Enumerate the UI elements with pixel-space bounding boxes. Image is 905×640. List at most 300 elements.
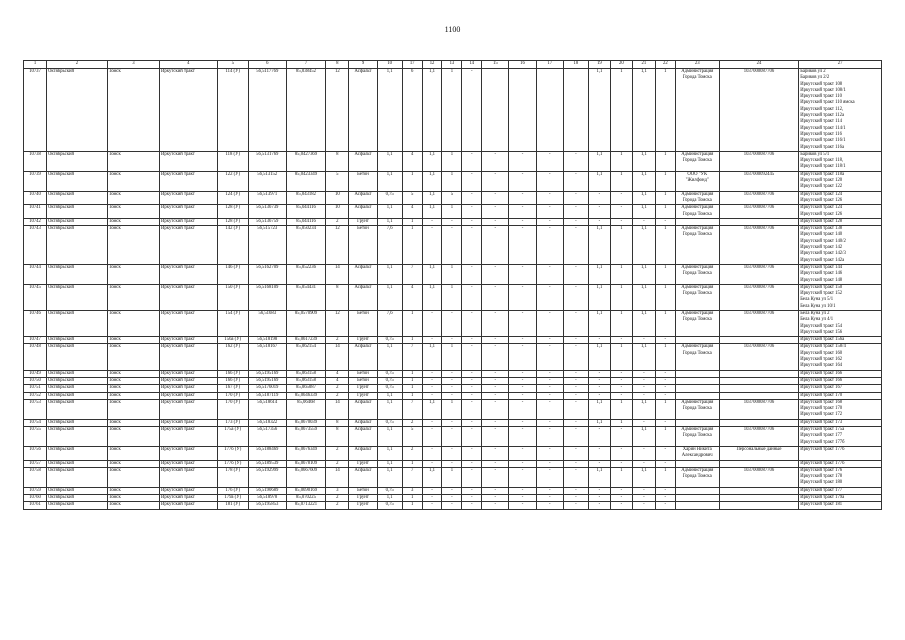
table-cell: 14: [326, 467, 349, 487]
table-cell: 56,518978: [248, 495, 286, 502]
table-cell: -: [462, 427, 482, 447]
table-cell: 1,1: [377, 467, 402, 487]
table-cell: -: [563, 218, 588, 225]
table-cell: -: [632, 392, 655, 399]
table-cell: -: [610, 218, 632, 225]
table-cell: 10739: [24, 171, 47, 191]
table-cell: 1,1: [377, 284, 402, 310]
table-cell: 85,063158: [286, 377, 326, 384]
column-header: 3: [107, 61, 159, 69]
table-cell: Иркутский тракт: [160, 460, 218, 467]
table-cell: -: [536, 487, 563, 494]
served-address: Иркутский тракт 166: [800, 370, 843, 376]
table-cell: 1: [402, 218, 422, 225]
table-cell: 56,518167: [248, 344, 286, 370]
table-cell: 56,5117769: [248, 69, 286, 152]
table-cell: Томск: [107, 151, 159, 171]
served-address: Иркутский тракт 181: [800, 502, 843, 508]
table-cell: 1: [610, 151, 632, 171]
register-sheet: [23, 60, 882, 510]
table-cell: Томск: [107, 344, 159, 370]
table-cell: 4: [402, 151, 422, 171]
table-cell: -: [462, 69, 482, 152]
table-cell: 85,062154: [286, 344, 326, 370]
served-address: Бариков ул 5/1: [800, 151, 830, 157]
table-cell: 85,0423349: [286, 171, 326, 191]
table-cell: -: [632, 502, 655, 509]
served-address: Иркутский тракт 112а: [800, 113, 845, 119]
table-cell: -: [462, 392, 482, 399]
table-cell: Томск: [107, 284, 159, 310]
table-cell: [719, 337, 799, 344]
table-cell: 1,1: [422, 264, 442, 284]
table-cell: [719, 377, 799, 384]
table-cell: -: [563, 370, 588, 377]
table-cell: -: [509, 487, 536, 494]
table-cell: 1,1: [632, 310, 655, 336]
table-cell: Иркутский тракт: [160, 337, 218, 344]
table-cell: 1,1: [377, 427, 402, 447]
table-cell: Администрация Города Томска: [675, 344, 719, 370]
table-cell: 1,1: [422, 399, 442, 419]
table-cell: -: [536, 218, 563, 225]
table-cell: Грунт: [349, 337, 377, 344]
table-cell: -: [632, 487, 655, 494]
table-cell: 1,1: [632, 171, 655, 191]
table-cell: 6: [402, 69, 422, 152]
served-address: Иркутский тракт 108/1: [800, 87, 846, 93]
served-address: Иркутский тракт 108: [800, 81, 843, 87]
table-cell: -: [509, 344, 536, 370]
table-row: [24, 226, 882, 265]
table-cell: 1: [610, 344, 632, 370]
served-addresses-cell: [799, 377, 882, 384]
table-cell: -: [536, 399, 563, 419]
table-cell: 10740: [24, 191, 47, 205]
page-number: 1100: [444, 25, 461, 34]
table-cell: 1,1: [377, 344, 402, 370]
table-cell: 1,1: [588, 69, 610, 152]
table-cell: Томск: [107, 171, 159, 191]
table-cell: -: [563, 419, 588, 426]
column-header: 22: [655, 61, 675, 69]
table-cell: Октябрьский: [47, 337, 108, 344]
table-cell: [719, 502, 799, 509]
table-cell: 166 (У): [217, 370, 248, 377]
table-cell: 85,043182: [286, 191, 326, 205]
table-cell: -: [588, 427, 610, 447]
table-cell: 1,1: [422, 467, 442, 487]
column-header: 21: [632, 61, 655, 69]
table-cell: Октябрьский: [47, 385, 108, 392]
table-cell: -: [482, 495, 509, 502]
table-cell: 1037000087706: [719, 399, 799, 419]
table-cell: 56,5195853: [248, 502, 286, 509]
served-addresses-cell: [799, 264, 882, 284]
table-cell: -: [610, 392, 632, 399]
table-row: [24, 151, 882, 171]
table-cell: 0,75: [377, 191, 402, 205]
table-cell: 85,070225: [286, 495, 326, 502]
table-cell: 179а (У): [217, 495, 248, 502]
table-cell: 1,1: [632, 151, 655, 171]
table-cell: -: [509, 446, 536, 460]
table-cell: -: [482, 337, 509, 344]
served-addresses-cell: [799, 226, 882, 265]
table-cell: -: [588, 218, 610, 225]
table-cell: -: [509, 205, 536, 219]
table-row: [24, 495, 882, 502]
table-cell: 1,1: [377, 218, 402, 225]
table-cell: 56,5162709: [248, 264, 286, 284]
table-cell: -: [588, 460, 610, 467]
table-cell: 154 (У): [217, 310, 248, 336]
table-cell: 14: [326, 264, 349, 284]
served-address: Иркутский тракт 126: [800, 197, 843, 203]
table-cell: 10745: [24, 284, 47, 310]
table-cell: -: [422, 487, 442, 494]
table-cell: -: [563, 337, 588, 344]
table-cell: 1037000087706: [719, 284, 799, 310]
table-cell: -: [422, 460, 442, 467]
table-cell: 1,1: [588, 344, 610, 370]
column-header: 5: [217, 61, 248, 69]
served-addresses-cell: [799, 205, 882, 219]
served-address: Иркутский тракт 172: [800, 412, 843, 418]
table-cell: [675, 487, 719, 494]
table-cell: 8: [326, 419, 349, 426]
table-cell: Томск: [107, 460, 159, 467]
served-address: Иркутский тракт 146: [800, 271, 843, 277]
served-address: Иркутский тракт 148: [800, 277, 843, 283]
table-cell: [719, 385, 799, 392]
table-cell: Бетон: [349, 370, 377, 377]
table-cell: -: [632, 446, 655, 460]
table-cell: 0,75: [377, 487, 402, 494]
table-cell: Томск: [107, 487, 159, 494]
table-cell: 4: [326, 370, 349, 377]
table-cell: Иркутский тракт: [160, 151, 218, 171]
table-cell: 85,063158: [286, 370, 326, 377]
table-row: [24, 344, 882, 370]
table-cell: 85,06468: [286, 399, 326, 419]
served-address: Иркутский тракт 177б: [800, 460, 845, 466]
table-cell: 10754: [24, 419, 47, 426]
table-cell: 56,5136739: [248, 205, 286, 219]
served-address: Иркутский тракт 120: [800, 178, 843, 184]
served-address: Бела Куна ул 5/1: [800, 297, 834, 303]
table-cell: -: [610, 460, 632, 467]
table-cell: -: [482, 205, 509, 219]
table-cell: Грунт: [349, 218, 377, 225]
table-cell: -: [482, 487, 509, 494]
table-cell: Грунт: [349, 385, 377, 392]
table-cell: 1,1: [377, 392, 402, 399]
table-cell: 1037000087706: [719, 191, 799, 205]
table-cell: -: [442, 487, 462, 494]
table-cell: Администрация Города Томска: [675, 264, 719, 284]
table-cell: 1: [442, 171, 462, 191]
served-addresses-cell: [799, 69, 882, 152]
table-cell: Октябрьский: [47, 370, 108, 377]
table-cell: Иркутский тракт: [160, 264, 218, 284]
served-address: Иркутский тракт 162: [800, 357, 843, 363]
table-cell: 1,1: [377, 69, 402, 152]
table-cell: Иркутский тракт: [160, 284, 218, 310]
table-cell: -: [588, 385, 610, 392]
table-cell: 10749: [24, 370, 47, 377]
table-cell: -: [422, 310, 442, 336]
served-address: Иркутский тракт 156а: [800, 337, 845, 343]
table-cell: 4: [326, 377, 349, 384]
served-addresses-cell: [799, 495, 882, 502]
table-cell: 4: [402, 284, 422, 310]
served-address: Иркутский тракт 177: [800, 433, 843, 439]
table-cell: Томск: [107, 264, 159, 284]
table-cell: -: [462, 467, 482, 487]
table-cell: 8: [326, 284, 349, 310]
table-cell: 1,1: [588, 399, 610, 419]
table-row: [24, 399, 882, 419]
column-header: 8: [326, 61, 349, 69]
table-cell: -: [655, 385, 675, 392]
table-cell: -: [588, 191, 610, 205]
table-cell: -: [536, 226, 563, 265]
table-cell: [675, 419, 719, 426]
table-cell: Октябрьский: [47, 460, 108, 467]
served-address: Иркутский тракт 140/2: [800, 238, 846, 244]
table-cell: -: [563, 205, 588, 219]
table-cell: 3: [326, 487, 349, 494]
table-cell: 85,0570909: [286, 310, 326, 336]
table-cell: 85,0690169: [286, 487, 326, 494]
table-cell: 10: [326, 191, 349, 205]
table-cell: Администрация Города Томска: [675, 191, 719, 205]
table-cell: Иркутский тракт: [160, 370, 218, 377]
table-cell: 56,5195169: [248, 370, 286, 377]
table-cell: Асфальт: [349, 446, 377, 460]
table-row: [24, 284, 882, 310]
table-cell: -: [422, 218, 442, 225]
table-cell: -: [442, 460, 462, 467]
table-cell: 10746: [24, 310, 47, 336]
table-cell: 56,5195169: [248, 377, 286, 384]
table-cell: 1: [402, 502, 422, 509]
table-cell: -: [462, 171, 482, 191]
table-body: [24, 69, 882, 510]
table-cell: 85,044116: [286, 205, 326, 219]
table-cell: -: [563, 344, 588, 370]
table-cell: 178 (У): [217, 467, 248, 487]
served-address: Иркутский тракт 166: [800, 377, 843, 383]
table-cell: 85,0670039: [286, 419, 326, 426]
table-row: [24, 392, 882, 399]
served-address: Иркутский тракт 177б: [800, 446, 845, 452]
table-cell: 1,1: [588, 151, 610, 171]
served-address: Иркутский тракт 170: [800, 392, 843, 398]
served-address: Иркутский тракт 140: [800, 232, 843, 238]
table-cell: 1,1: [632, 467, 655, 487]
table-cell: -: [610, 495, 632, 502]
table-cell: -: [536, 310, 563, 336]
table-cell: 177б (У): [217, 446, 248, 460]
table-cell: 146 (У): [217, 264, 248, 284]
table-cell: 5: [326, 171, 349, 191]
table-cell: 14: [326, 344, 349, 370]
table-cell: 85,0676349: [286, 446, 326, 460]
table-cell: 10757: [24, 460, 47, 467]
table-cell: 85,0673559: [286, 427, 326, 447]
table-cell: -: [462, 310, 482, 336]
table-cell: 1: [610, 399, 632, 419]
table-cell: 10752: [24, 392, 47, 399]
table-cell: -: [462, 370, 482, 377]
table-cell: -: [632, 370, 655, 377]
table-cell: 0,75: [377, 370, 402, 377]
table-cell: -: [588, 337, 610, 344]
table-cell: Асфальт: [349, 467, 377, 487]
table-cell: 1: [655, 399, 675, 419]
table-cell: Октябрьский: [47, 446, 108, 460]
table-cell: Иркутский тракт: [160, 427, 218, 447]
table-cell: 85,054431: [286, 284, 326, 310]
table-cell: Харин Никита Александрович: [675, 446, 719, 460]
table-cell: 166 (У): [217, 377, 248, 384]
table-cell: 0,75: [377, 377, 402, 384]
table-cell: 2: [326, 337, 349, 344]
table-cell: -: [509, 218, 536, 225]
table-cell: -: [422, 226, 442, 265]
table-cell: -: [563, 226, 588, 265]
table-cell: 56,513152: [248, 171, 286, 191]
table-cell: 7: [402, 264, 422, 284]
served-address: Иркутский тракт 110: [800, 94, 842, 100]
table-cell: -: [588, 392, 610, 399]
table-row: [24, 385, 882, 392]
table-cell: -: [462, 264, 482, 284]
served-addresses-cell: [799, 392, 882, 399]
table-cell: 2: [402, 446, 422, 460]
table-cell: -: [462, 446, 482, 460]
table-cell: Томск: [107, 392, 159, 399]
table-cell: Администрация Города Томска: [675, 467, 719, 487]
table-cell: -: [536, 502, 563, 509]
table-cell: -: [632, 460, 655, 467]
table-cell: Октябрьский: [47, 218, 108, 225]
table-cell: -: [509, 264, 536, 284]
table-cell: 10759: [24, 487, 47, 494]
table-cell: [719, 487, 799, 494]
table-cell: 170 (У): [217, 399, 248, 419]
column-header: 12: [422, 61, 442, 69]
table-cell: 1: [655, 310, 675, 336]
table-cell: -: [509, 191, 536, 205]
table-cell: Бетон: [349, 171, 377, 191]
served-address: Иркутский тракт 124: [800, 205, 843, 211]
table-cell: -: [442, 392, 462, 399]
served-address: Иркутский тракт 114/1: [800, 125, 846, 131]
table-cell: -: [462, 502, 482, 509]
table-cell: [675, 337, 719, 344]
table-cell: Иркутский тракт: [160, 392, 218, 399]
table-cell: [675, 218, 719, 225]
table-cell: 85,038452: [286, 69, 326, 152]
table-cell: 1: [655, 191, 675, 205]
table-cell: 1: [655, 344, 675, 370]
header-row: [24, 61, 882, 69]
table-cell: 1037000087706: [719, 69, 799, 152]
table-cell: -: [588, 446, 610, 460]
table-row: [24, 427, 882, 447]
table-cell: 1,1: [377, 151, 402, 171]
served-addresses-cell: [799, 460, 882, 467]
table-cell: Иркутский тракт: [160, 377, 218, 384]
served-address: Иркутский тракт 168: [800, 399, 843, 405]
table-cell: -: [422, 446, 442, 460]
table-cell: -: [422, 392, 442, 399]
table-cell: -: [509, 467, 536, 487]
table-cell: 2: [326, 502, 349, 509]
served-address: Иркутский тракт 118/1: [800, 164, 846, 170]
table-cell: Октябрьский: [47, 495, 108, 502]
table-cell: -: [536, 205, 563, 219]
table-row: [24, 69, 882, 152]
served-address: Иркутский тракт 176: [800, 467, 843, 473]
table-cell: -: [482, 467, 509, 487]
table-cell: -: [462, 385, 482, 392]
table-cell: 1,1: [422, 284, 442, 310]
served-address: Иркутский тракт 152: [800, 291, 843, 297]
table-cell: Иркутский тракт: [160, 69, 218, 152]
table-cell: 0,75: [377, 419, 402, 426]
table-cell: 10738: [24, 151, 47, 171]
table-cell: 10761: [24, 502, 47, 509]
table-cell: [675, 385, 719, 392]
table-cell: Асфальт: [349, 427, 377, 447]
table-cell: -: [563, 191, 588, 205]
column-header: 20: [610, 61, 632, 69]
table-cell: 56,5192999: [248, 467, 286, 487]
column-header: 2: [47, 61, 108, 69]
table-cell: -: [610, 427, 632, 447]
table-row: [24, 264, 882, 284]
table-cell: -: [632, 337, 655, 344]
table-cell: 1,1: [588, 467, 610, 487]
table-row: [24, 310, 882, 336]
table-cell: Томск: [107, 310, 159, 336]
table-cell: Иркутский тракт: [160, 310, 218, 336]
table-cell: [536, 69, 563, 152]
column-header: 1: [24, 61, 47, 69]
table-cell: 114 (У): [217, 69, 248, 152]
table-cell: -: [442, 495, 462, 502]
served-address: Иркутский тракт 142а: [800, 257, 845, 263]
table-cell: 85,052236: [286, 264, 326, 284]
served-address: Иркутский тракт 118а: [800, 171, 845, 177]
table-cell: Асфальт: [349, 151, 377, 171]
served-addresses-cell: [799, 337, 882, 344]
table-cell: 1: [402, 171, 422, 191]
table-cell: 1,1: [632, 191, 655, 205]
table-cell: -: [655, 487, 675, 494]
table-cell: 5: [402, 427, 422, 447]
table-cell: -: [482, 226, 509, 265]
table-cell: Томск: [107, 502, 159, 509]
table-cell: 0,75: [377, 385, 402, 392]
served-address: Иркутский тракт 177б: [800, 439, 845, 445]
column-header: 27: [799, 61, 882, 69]
table-cell: -: [509, 419, 536, 426]
